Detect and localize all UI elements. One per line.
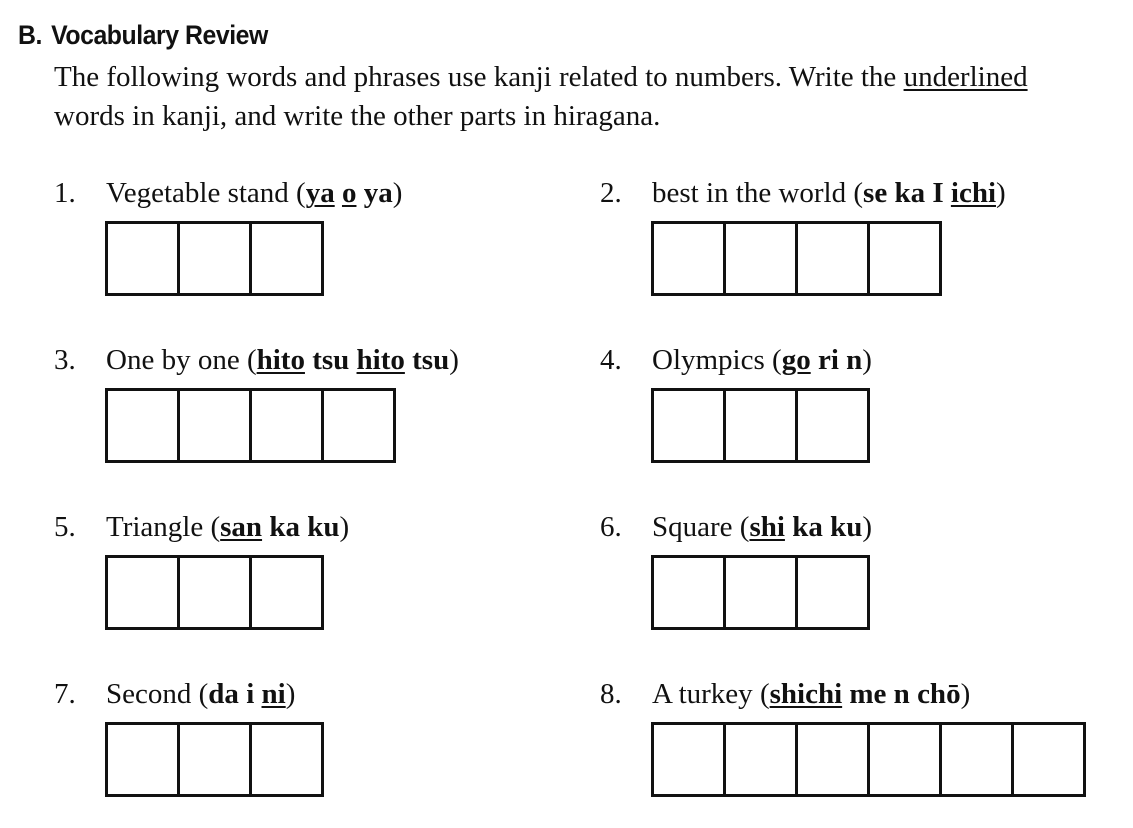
item-paren-close: ): [960, 678, 971, 710]
section-title: Vocabulary Review: [51, 20, 268, 50]
romaji-underlined: hito: [356, 344, 405, 376]
kanji-answer-box[interactable]: [105, 221, 180, 296]
item-romaji: [770, 678, 961, 710]
romaji-part: i: [246, 678, 255, 710]
instructions-text: The following words and phrases use kanji related to numbers. Write the: [54, 61, 904, 93]
romaji-part: tsu: [412, 344, 450, 376]
item-number: 3.: [54, 344, 76, 376]
kanji-answer-box[interactable]: [939, 722, 1014, 797]
item-paren-close: ): [392, 177, 403, 209]
section-letter: B.: [18, 20, 42, 50]
item-number: 1.: [54, 177, 76, 209]
romaji-underlined: san: [220, 511, 263, 543]
instructions-underlined-word: underlined: [903, 61, 1028, 93]
kanji-answer-box[interactable]: [249, 388, 324, 463]
item-paren-open: (: [739, 511, 750, 543]
romaji-part: ka: [894, 177, 926, 209]
item-number: 2.: [600, 177, 622, 209]
answer-boxes: [105, 722, 324, 797]
romaji-underlined: ichi: [950, 177, 997, 209]
item-english: Second: [106, 678, 199, 710]
item-number: 4.: [600, 344, 622, 376]
kanji-answer-box[interactable]: [105, 388, 180, 463]
item-paren-close: ): [862, 511, 873, 543]
item-label: [54, 510, 349, 544]
kanji-answer-box[interactable]: [795, 221, 870, 296]
romaji-part: tsu: [312, 344, 350, 376]
item-paren-open: (: [210, 511, 221, 543]
item-paren-close: ): [339, 511, 350, 543]
instructions-line-2: words in kanji, and write the other parts in hiragana.: [54, 100, 661, 132]
item-romaji: [208, 678, 285, 710]
romaji-part: se: [863, 177, 888, 209]
item-paren-open: (: [296, 177, 306, 209]
item-english: Square: [652, 511, 740, 543]
kanji-answer-box[interactable]: [177, 388, 252, 463]
item-english: Triangle: [106, 511, 211, 543]
item-label: [600, 343, 872, 377]
romaji-underlined: shichi: [769, 678, 843, 710]
kanji-answer-box[interactable]: [795, 388, 870, 463]
romaji-part: I: [932, 177, 944, 209]
item-paren-close: ): [996, 177, 1006, 209]
item-english: Olympics: [652, 344, 773, 376]
romaji-underlined: ya: [305, 177, 335, 209]
item-romaji: [220, 511, 339, 543]
item-number: 5.: [54, 511, 76, 543]
kanji-answer-box[interactable]: [1011, 722, 1086, 797]
item-label: [600, 677, 970, 711]
kanji-answer-box[interactable]: [249, 221, 324, 296]
romaji-part: me: [849, 678, 887, 710]
romaji-part: da: [208, 678, 239, 710]
item-romaji: [257, 344, 450, 376]
romaji-underlined: shi: [749, 511, 785, 543]
item-english: One by one: [106, 344, 247, 376]
item-label: [600, 176, 1006, 210]
answer-boxes: [105, 221, 324, 296]
kanji-answer-box[interactable]: [249, 555, 324, 630]
item-english: Vegetable stand: [106, 177, 297, 209]
item-label: [600, 510, 872, 544]
item-label: [54, 176, 402, 210]
item-paren-open: (: [759, 678, 770, 710]
romaji-part: ka: [269, 511, 300, 543]
kanji-answer-box[interactable]: [105, 555, 180, 630]
item-label: [54, 677, 295, 711]
instructions: [54, 58, 1132, 136]
item-romaji: [782, 344, 863, 376]
kanji-answer-box[interactable]: [651, 555, 726, 630]
kanji-answer-box[interactable]: [723, 555, 798, 630]
answer-boxes: [651, 555, 870, 630]
item-romaji: [749, 511, 862, 543]
item-paren-open: (: [246, 344, 257, 376]
kanji-answer-box[interactable]: [177, 555, 252, 630]
romaji-underlined: hito: [256, 344, 305, 376]
item-number: 7.: [54, 678, 76, 710]
romaji-underlined: ni: [261, 678, 286, 710]
item-paren-close: ): [449, 344, 459, 376]
item-paren-open: (: [853, 177, 864, 209]
item-romaji: [863, 177, 996, 209]
kanji-answer-box[interactable]: [723, 388, 798, 463]
item-romaji: [306, 177, 393, 209]
kanji-answer-box[interactable]: [795, 722, 870, 797]
romaji-part: ka: [792, 511, 823, 543]
answer-boxes: [105, 388, 396, 463]
romaji-part: ya: [363, 177, 393, 209]
romaji-underlined: go: [781, 344, 811, 376]
romaji-part: n: [893, 678, 910, 710]
kanji-answer-box[interactable]: [867, 722, 942, 797]
item-label: [54, 343, 459, 377]
item-paren-close: ): [862, 344, 872, 376]
romaji-part: n: [846, 344, 863, 376]
kanji-answer-box[interactable]: [795, 555, 870, 630]
item-english: best in the world: [652, 177, 854, 209]
kanji-answer-box[interactable]: [723, 221, 798, 296]
item-paren-open: (: [198, 678, 209, 710]
romaji-part: ri: [817, 344, 839, 376]
answer-boxes: [651, 722, 1086, 797]
item-paren-open: (: [772, 344, 782, 376]
item-paren-close: ): [285, 678, 296, 710]
kanji-answer-box[interactable]: [651, 388, 726, 463]
item-english: A turkey: [652, 678, 760, 710]
kanji-answer-box[interactable]: [105, 722, 180, 797]
romaji-underlined: o: [341, 177, 357, 209]
answer-boxes: [105, 555, 324, 630]
kanji-answer-box[interactable]: [177, 221, 252, 296]
kanji-answer-box[interactable]: [321, 388, 396, 463]
item-number: 6.: [600, 511, 622, 543]
romaji-part: chō: [917, 678, 961, 710]
kanji-answer-box[interactable]: [249, 722, 324, 797]
kanji-answer-box[interactable]: [867, 221, 942, 296]
kanji-answer-box[interactable]: [651, 221, 726, 296]
answer-boxes: [651, 388, 870, 463]
kanji-answer-box[interactable]: [177, 722, 252, 797]
romaji-part: ku: [307, 511, 340, 543]
kanji-answer-box[interactable]: [723, 722, 798, 797]
kanji-answer-box[interactable]: [651, 722, 726, 797]
section-heading: [18, 20, 268, 51]
romaji-part: ku: [830, 511, 863, 543]
answer-boxes: [651, 221, 942, 296]
item-number: 8.: [600, 678, 622, 710]
